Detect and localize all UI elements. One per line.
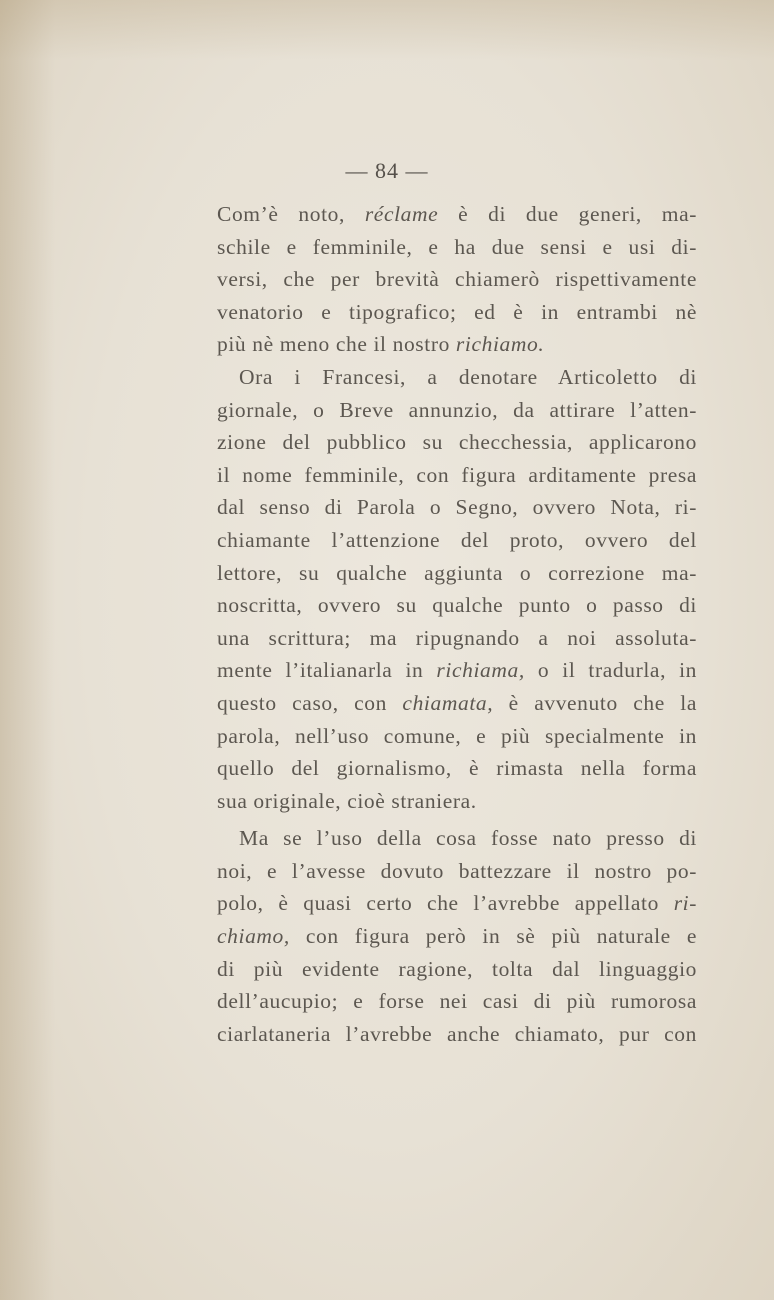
- text-span: venatorio e tipografico; ed è in entrambi nè: [217, 299, 697, 324]
- text-line: [217, 589, 697, 622]
- text-span: Com’è noto,: [217, 202, 365, 226]
- italic-word: chiamata,: [402, 690, 494, 715]
- text-line: [217, 654, 697, 687]
- text-span: giornale, o Breve annunzio, da attirare l’atten-: [217, 397, 697, 422]
- text-span: lettore, su qualche aggiunta o correzione ma-: [217, 560, 697, 585]
- text-line: [217, 491, 697, 524]
- text-line: [217, 557, 697, 590]
- text-line: [217, 920, 697, 953]
- text-span: parola, nell’uso comune, e più specialmente in: [217, 723, 697, 748]
- text-span: questo caso, con: [217, 690, 403, 715]
- text-span: ciarlataneria l’avrebbe anche chiamato, pur con: [217, 1021, 697, 1046]
- text-span: schile e femminile, e ha due sensi e usi di-: [217, 234, 697, 259]
- text-span: dell’aucupio; e forse nei casi di più rumorosa: [217, 989, 697, 1014]
- text-span: più nè meno che il nostro: [217, 332, 456, 357]
- text-line: [217, 985, 697, 1018]
- text-span: con figura però in sè più naturale e: [289, 924, 697, 949]
- text-line: [217, 822, 697, 855]
- text-span: o il tradurla, in: [524, 658, 697, 683]
- body-text: [217, 198, 697, 1050]
- text-span: versi, che per brevità chiamerò rispettivamente: [217, 267, 697, 292]
- text-line: [217, 953, 697, 986]
- text-span: Ma se l’uso della cosa fosse nato presso di: [239, 826, 697, 851]
- text-line: [217, 622, 697, 655]
- text-span: polo, è quasi certo che l’avrebbe appellato: [217, 891, 674, 916]
- text-line: [217, 687, 697, 720]
- text-span: dal senso di Parola o Segno, ovvero Nota, ri-: [217, 495, 697, 520]
- text-span: noscritta, ovvero su qualche punto o passo di: [217, 593, 697, 618]
- text-span: mente l’italianarla in: [217, 658, 437, 683]
- italic-word: chiamo,: [217, 924, 290, 949]
- text-line: [217, 855, 697, 888]
- text-line: [217, 720, 697, 753]
- text-span: noi, e l’avesse dovuto battezzare il nostro po-: [217, 858, 697, 883]
- text-line: [217, 231, 697, 264]
- text-span: una scrittura; ma ripugnando a noi assoluta-: [217, 625, 697, 650]
- text-line: [217, 524, 697, 557]
- text-line: [217, 263, 697, 296]
- text-span: è avvenuto che la: [493, 690, 697, 715]
- text-line: [217, 361, 697, 394]
- text-line: [217, 785, 697, 818]
- italic-word: réclame: [364, 202, 439, 226]
- text-span: di più evidente ragione, tolta dal linguaggio: [217, 956, 697, 981]
- text-line: [217, 1018, 697, 1051]
- page-number: — 84 —: [345, 158, 429, 183]
- italic-word: richiamo.: [455, 332, 545, 357]
- text-span: Ora i Francesi, a denotare Articoletto di: [239, 364, 697, 389]
- text-line: [217, 328, 697, 361]
- text-span: è di due generi, ma-: [438, 202, 697, 226]
- text-line: [217, 394, 697, 427]
- text-span: zione del pubblico su checchessia, applicarono: [217, 430, 697, 455]
- text-line: [217, 752, 697, 785]
- text-line: [217, 459, 697, 492]
- text-line: [217, 887, 697, 920]
- italic-word: ri-: [673, 891, 697, 916]
- text-line: [217, 426, 697, 459]
- text-span: chiamante l’attenzione del proto, ovvero del: [217, 527, 697, 552]
- text-line: [217, 296, 697, 329]
- text-span: il nome femminile, con figura arditamente presa: [217, 462, 697, 487]
- text-span: sua originale, cioè straniera.: [217, 788, 477, 813]
- text-line: [217, 198, 697, 231]
- text-span: quello del giornalismo, è rimasta nella forma: [217, 756, 697, 781]
- italic-word: richiama,: [436, 658, 525, 683]
